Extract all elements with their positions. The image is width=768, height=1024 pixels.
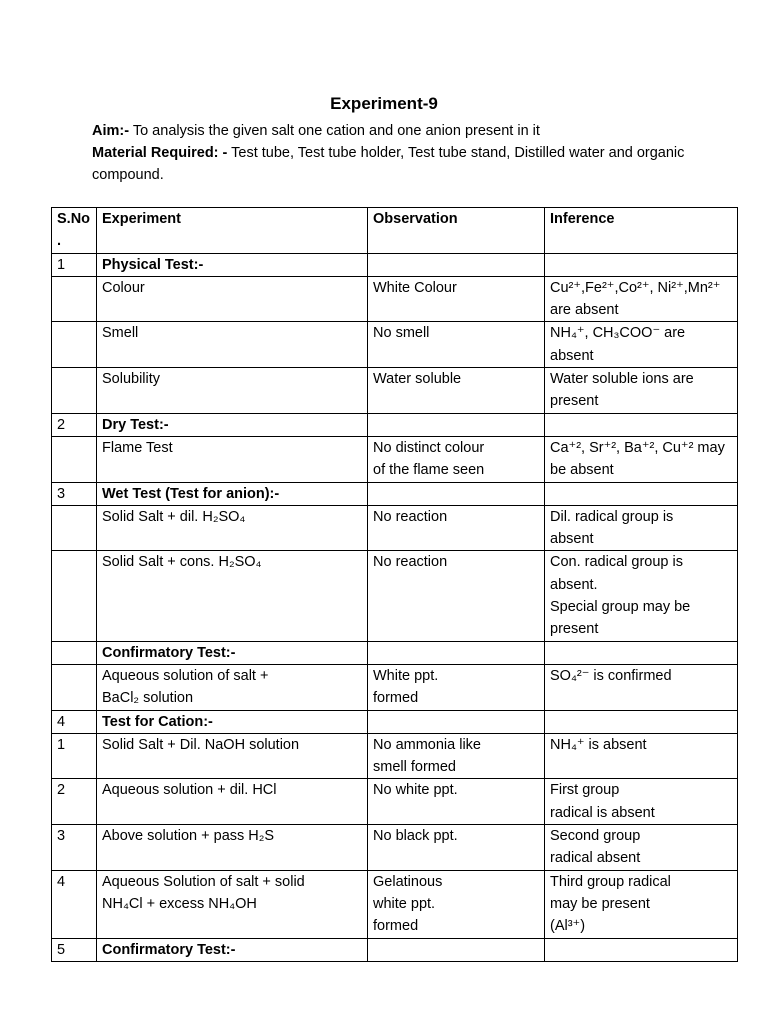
experiment-table	[51, 207, 738, 962]
cell-sno: 3	[52, 482, 97, 505]
cell-experiment: Aqueous solution of salt + BaCl₂ solution	[97, 664, 368, 710]
cell-experiment: Physical Test:-	[97, 253, 368, 276]
cell-observation: White Colour	[368, 276, 545, 322]
cell-inference	[545, 482, 738, 505]
cell-observation	[368, 253, 545, 276]
header-inference: Inference	[545, 208, 738, 254]
cell-sno	[52, 276, 97, 322]
aim-text: To analysis the given salt one cation and one anion present in it	[132, 123, 540, 139]
cell-experiment: Confirmatory Test:-	[97, 938, 368, 961]
cell-sno: 4	[52, 870, 97, 938]
table-header-row	[52, 208, 738, 254]
table-row	[52, 276, 738, 322]
intro-block	[92, 120, 732, 186]
cell-experiment: Solubility	[97, 368, 368, 414]
cell-inference	[545, 253, 738, 276]
table-row	[52, 505, 738, 551]
table-row	[52, 551, 738, 641]
table-row	[52, 938, 738, 961]
table-row	[52, 779, 738, 825]
cell-inference: First group radical is absent	[545, 779, 738, 825]
cell-observation: White ppt. formed	[368, 664, 545, 710]
table-row	[52, 870, 738, 938]
cell-sno: 1	[52, 253, 97, 276]
cell-observation: No white ppt.	[368, 779, 545, 825]
aim-line	[92, 120, 732, 142]
material-line	[92, 142, 732, 186]
cell-observation: No reaction	[368, 505, 545, 551]
cell-experiment: Solid Salt + dil. H₂SO₄	[97, 505, 368, 551]
cell-inference: Third group radical may be present (Al³⁺)	[545, 870, 738, 938]
table-row	[52, 710, 738, 733]
cell-observation: Water soluble	[368, 368, 545, 414]
cell-observation	[368, 710, 545, 733]
cell-experiment: Confirmatory Test:-	[97, 641, 368, 664]
cell-experiment: Aqueous Solution of salt + solid NH₄Cl + excess NH₄OH	[97, 870, 368, 938]
cell-inference: Ca⁺², Sr⁺², Ba⁺², Cu⁺² may be absent	[545, 436, 738, 482]
cell-inference: Second group radical absent	[545, 825, 738, 871]
cell-observation: No reaction	[368, 551, 545, 641]
cell-experiment: Solid Salt + Dil. NaOH solution	[97, 733, 368, 779]
cell-sno	[52, 664, 97, 710]
cell-experiment: Colour	[97, 276, 368, 322]
material-text: Test tube, Test tube holder, Test tube stand, Distilled water and organic compound.	[92, 145, 685, 183]
cell-inference	[545, 710, 738, 733]
table-row	[52, 413, 738, 436]
cell-observation: Gelatinous white ppt. formed	[368, 870, 545, 938]
cell-sno: 2	[52, 413, 97, 436]
table-row	[52, 641, 738, 664]
cell-observation: No ammonia like smell formed	[368, 733, 545, 779]
table-row	[52, 253, 738, 276]
cell-inference	[545, 413, 738, 436]
table-row	[52, 482, 738, 505]
cell-inference: Cu²⁺,Fe²⁺,Co²⁺, Ni²⁺,Mn²⁺ are absent	[545, 276, 738, 322]
cell-sno	[52, 368, 97, 414]
cell-inference: NH₄⁺, CH₃COO⁻ are absent	[545, 322, 738, 368]
table-row	[52, 825, 738, 871]
cell-inference: Water soluble ions are present	[545, 368, 738, 414]
header-experiment: Experiment	[97, 208, 368, 254]
cell-experiment: Wet Test (Test for anion):-	[97, 482, 368, 505]
cell-sno: 2	[52, 779, 97, 825]
cell-observation	[368, 641, 545, 664]
cell-inference: NH₄⁺ is absent	[545, 733, 738, 779]
material-label: Material Required: -	[92, 145, 228, 161]
cell-sno: 1	[52, 733, 97, 779]
table-row	[52, 664, 738, 710]
cell-experiment: Aqueous solution + dil. HCl	[97, 779, 368, 825]
cell-observation	[368, 482, 545, 505]
cell-experiment: Smell	[97, 322, 368, 368]
cell-observation	[368, 938, 545, 961]
cell-inference	[545, 938, 738, 961]
cell-experiment: Above solution + pass H₂S	[97, 825, 368, 871]
cell-observation: No smell	[368, 322, 545, 368]
cell-observation: No black ppt.	[368, 825, 545, 871]
cell-experiment: Test for Cation:-	[97, 710, 368, 733]
table-row	[52, 436, 738, 482]
cell-sno: 4	[52, 710, 97, 733]
table-row	[52, 322, 738, 368]
page-title: Experiment-9	[330, 94, 438, 113]
cell-inference: Con. radical group is absent. Special group may be present	[545, 551, 738, 641]
cell-sno: 5	[52, 938, 97, 961]
cell-sno	[52, 436, 97, 482]
cell-sno	[52, 322, 97, 368]
table-row	[52, 733, 738, 779]
table-row	[52, 368, 738, 414]
aim-label: Aim:-	[92, 123, 130, 139]
cell-experiment: Flame Test	[97, 436, 368, 482]
cell-experiment: Solid Salt + cons. H₂SO₄	[97, 551, 368, 641]
cell-sno	[52, 641, 97, 664]
cell-observation	[368, 413, 545, 436]
cell-experiment: Dry Test:-	[97, 413, 368, 436]
cell-inference	[545, 641, 738, 664]
cell-inference: Dil. radical group is absent	[545, 505, 738, 551]
cell-sno: 3	[52, 825, 97, 871]
cell-inference: SO₄²⁻ is confirmed	[545, 664, 738, 710]
cell-sno	[52, 551, 97, 641]
header-sno: S.No .	[52, 208, 97, 254]
cell-sno	[52, 505, 97, 551]
cell-observation: No distinct colour of the flame seen	[368, 436, 545, 482]
header-observation: Observation	[368, 208, 545, 254]
